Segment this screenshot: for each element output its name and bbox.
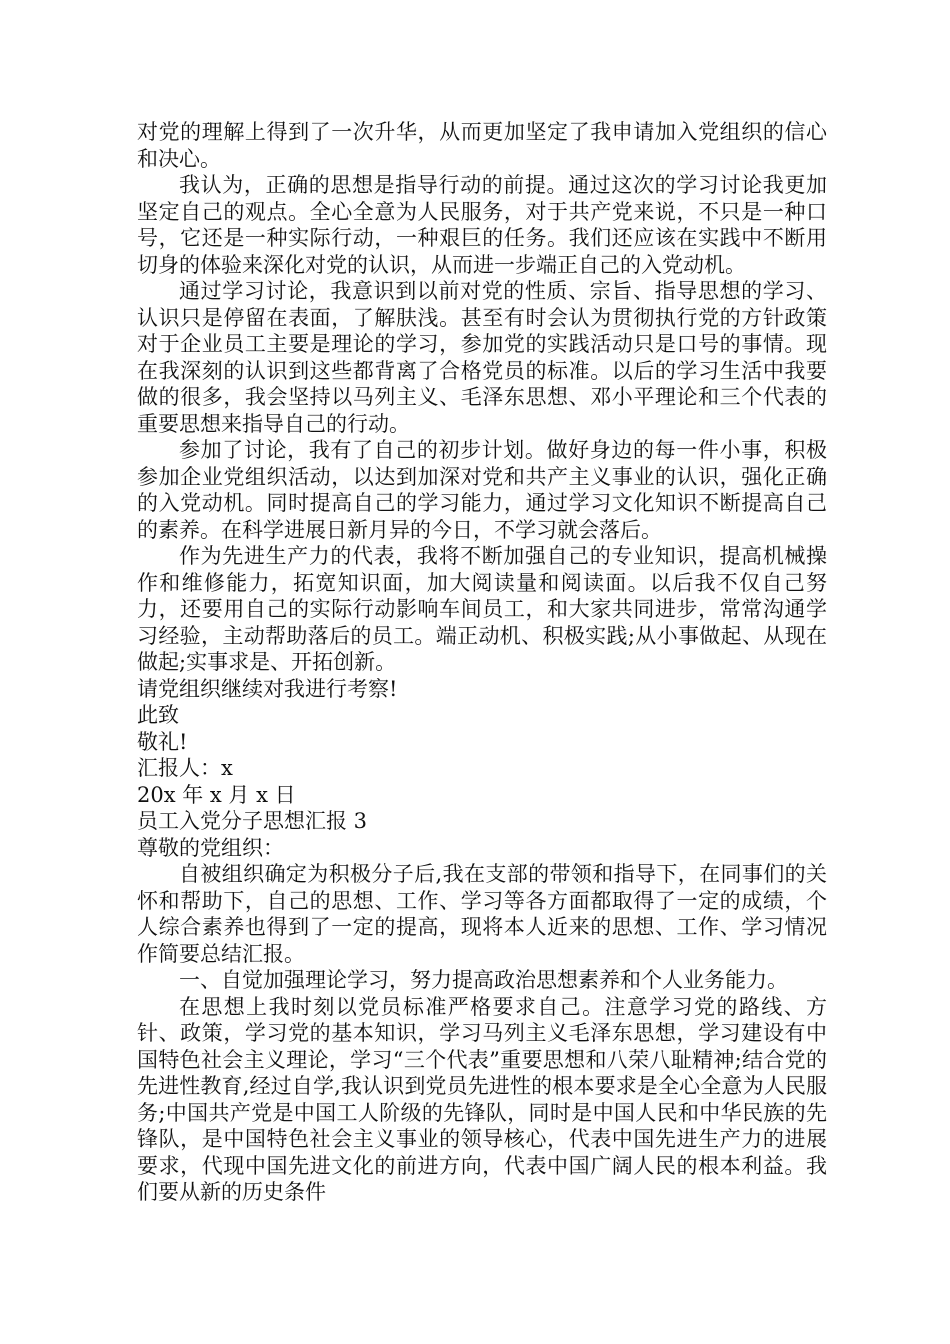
paragraph: 我认为，正确的思想是指导行动的前提。通过这次的学习讨论我更加坚定自己的观点。全心全意为人民服务，对于共产党来说，不只是一种口号，它还是一种实际行动，一种艰巨的任务。我们还应该在实践中不断用切身的体验来深化对党的认识，从而进一步端正自己的入党动机。: [137, 173, 827, 277]
section-title: 员工入党分子思想汇报 3: [137, 809, 368, 833]
salutation-line: 敬礼!: [137, 729, 188, 754]
request-line: 请党组织继续对我进行考察!: [137, 676, 398, 701]
paragraph: 一、自觉加强理论学习，努力提高政治思想素养和个人业务能力。: [179, 968, 788, 992]
paragraph: 对党的理解上得到了一次升华，从而更加坚定了我申请加入党组织的信心和决心。: [137, 120, 827, 171]
paragraph: 通过学习讨论，我意识到以前对党的性质、宗旨、指导思想的学习、认识只是停留在表面，了解肤浅。甚至有时会认为贯彻执行党的方针政策对于企业员工主要是理论的学习，参加党的实践活动只是口号的事情。现在我深刻的认识到这些都背离了合格党员的标准。以后的学习生活中我要做的很多，我会坚持以马列主义、毛泽东思想、邓小平理论和三个代表的重要思想来指导自己的行动。: [137, 279, 827, 436]
reporter-line: 汇报人：x: [137, 756, 233, 780]
document-body: [137, 119, 827, 1206]
paragraph: 参加了讨论，我有了自己的初步计划。做好身边的每一件小事，积极参加企业党组织活动，以达到加深对党和共产主义事业的认识，强化正确的入党动机。同时提高自己的学习能力，通过学习文化知识不断提高自己的素养。在科学进展日新月异的今日，不学习就会落后。: [137, 438, 827, 542]
paragraph: 自被组织确定为积极分子后,我在支部的带领和指导下，在同事们的关怀和帮助下，自己的思想、工作、学习等各方面都取得了一定的成绩，个人综合素养也得到了一定的提高，现将本人近来的思想、工作、学习情况作简要总结汇报。: [137, 862, 827, 966]
paragraph: 作为先进生产力的代表，我将不断加强自己的专业知识，提高机械操作和维修能力，拓宽知识面，加大阅读量和阅读面。以后我不仅自己努力，还要用自己的实际行动影响车间员工，和大家共同进步，常常沟通学习经验，主动帮助落后的员工。端正动机、积极实践;从小事做起、从现在做起;实事求是、开拓创新。: [137, 544, 827, 674]
paragraph: 在思想上我时刻以党员标准严格要求自己。注意学习党的路线、方针、政策，学习党的基本知识，学习马列主义毛泽东思想，学习建设有中国特色社会主义理论，学习“三个代表”重要思想和八荣八耻精神;结合党的先进性教育,经过自学,我认识到党员先进性的根本要求是全心全意为人民服务;中国共产党是中国工人阶级的先锋队，同时是中国人民和中华民族的先锋队，是中国特色社会主义事业的领导核心，代表中国先进生产力的进展要求，代现中国先进文化的前进方向，代表中国广阔人民的根本利益。我们要从新的历史条件: [137, 994, 827, 1204]
greeting-line: 尊敬的党组织：: [137, 835, 284, 860]
salutation-line: 此致: [137, 703, 179, 727]
date-line: 20x 年 x 月 x 日: [137, 782, 296, 807]
